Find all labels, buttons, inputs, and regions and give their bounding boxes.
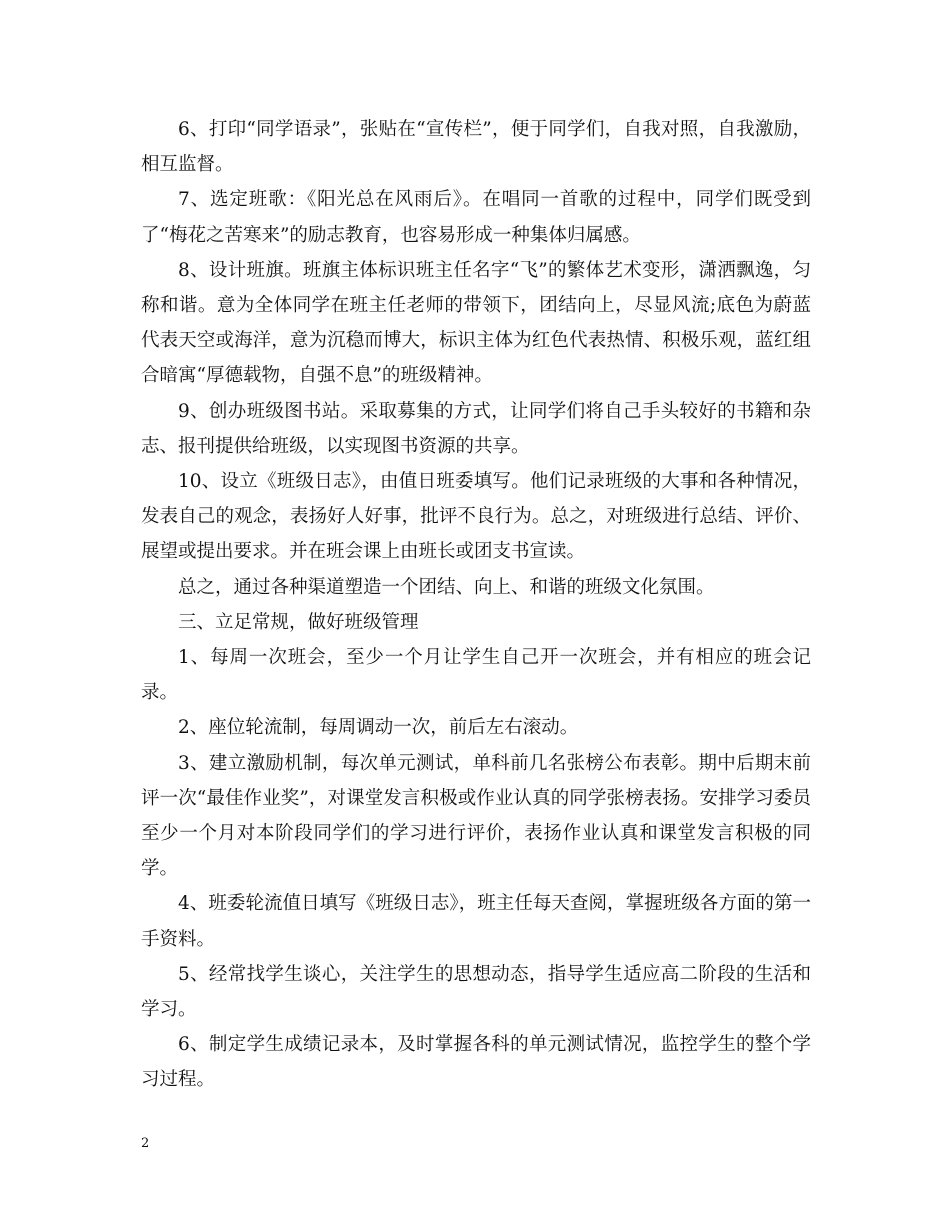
document-body [141, 112, 811, 1098]
paragraph-student-talks: 5、经常找学生谈心，关注学生的思想动态，指导学生适应高二阶段的生活和学习。 [141, 963, 811, 1021]
paragraph-incentive: 3、建立激励机制，每次单元测试，单科前几名张榜公布表彰。期中后期末前评一次“最佳作业奖”，对课堂发言积极或作业认真的同学张榜表扬。安排学习委员至少一个月对本阶段同学们的学习进行评价，表扬作业认真和课堂发言积极的同学。 [141, 752, 811, 880]
page-number: 2 [141, 1136, 150, 1151]
paragraph-seat-rotation: 2、座位轮流制，每周调动一次，前后左右滚动。 [178, 717, 579, 739]
paragraph-class-quotes: 6、打印“同学语录”，张贴在“宣传栏”，便于同学们，自我对照，自我激励，相互监督。 [141, 119, 811, 176]
section-heading-management: 三、立足常规，做好班级管理 [178, 611, 419, 633]
paragraph-class-song: 7、选定班歌：《阳光总在风雨后》。在唱同一首歌的过程中，同学们既受到了“梅花之苦寒来”的励志教育，也容易形成一种集体归属感。 [141, 189, 811, 246]
paragraph-book-station: 9、创办班级图书站。采取募集的方式，让同学们将自己手头较好的书籍和杂志、报刊提供给班级，以实现图书资源的共享。 [141, 400, 811, 457]
paragraph-grade-record: 6、制定学生成绩记录本，及时掌握各科的单元测试情况，监控学生的整个学习过程。 [141, 1034, 811, 1091]
paragraph-class-log: 10、设立《班级日志》，由值日班委填写。他们记录班级的大事和各种情况，发表自己的观念，表扬好人好事，批评不良行为。总之，对班级进行总结、评价、展望或提出要求。并在班会课上由班长或团支书宣读。 [141, 471, 811, 563]
paragraph-duty-log: 4、班委轮流值日填写《班级日志》，班主任每天查阅，掌握班级各方面的第一手资料。 [141, 893, 811, 950]
paragraph-class-flag: 8、设计班旗。班旗主体标识班主任名字“飞”的繁体艺术变形，潇洒飘逸，匀称和谐。意为全体同学在班主任老师的带领下，团结向上，尽显风流;底色为蔚蓝代表天空或海洋，意为沉稳而博大，标识主体为红色代表热情、积极乐观，蓝红组合暗寓“厚德载物，自强不息”的班级精神。 [141, 259, 811, 387]
paragraph-class-meeting: 1、每周一次班会，至少一个月让学生自己开一次班会，并有相应的班会记录。 [141, 647, 811, 704]
paragraph-summary: 总之，通过各种渠道塑造一个团结、向上、和谐的班级文化氛围。 [178, 576, 715, 598]
